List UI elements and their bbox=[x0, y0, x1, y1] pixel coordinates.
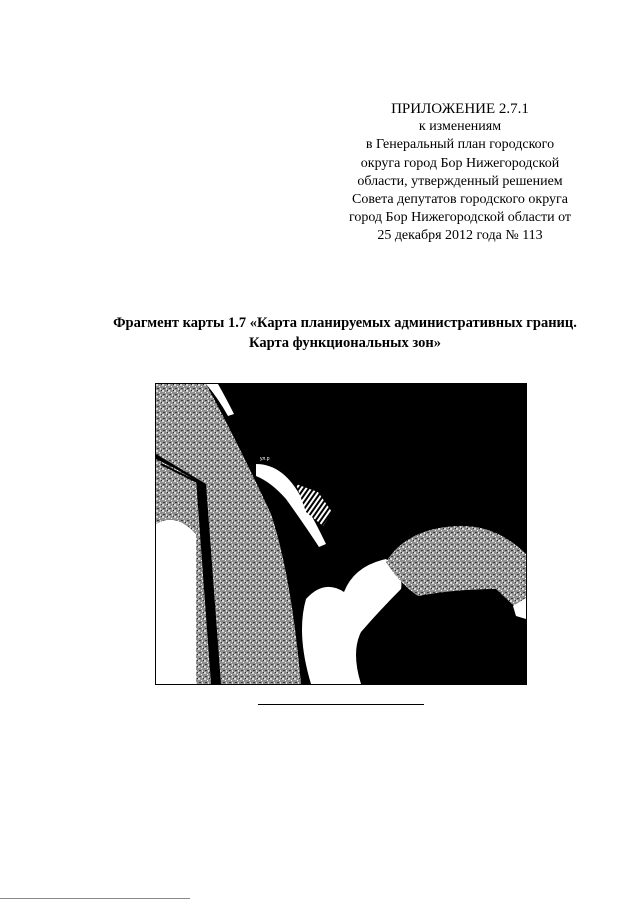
map-image bbox=[156, 384, 526, 684]
separator-line bbox=[258, 704, 424, 705]
fragment-title bbox=[60, 313, 630, 353]
appendix-heading: ПРИЛОЖЕНИЕ 2.7.1 bbox=[391, 101, 529, 117]
appendix-line: Совета депутатов городского округа bbox=[352, 192, 568, 208]
appendix-block bbox=[330, 100, 590, 246]
left-bank-area bbox=[156, 520, 196, 684]
scan-artifact bbox=[0, 898, 190, 899]
map-fragment bbox=[155, 383, 527, 685]
appendix-line: округа город Бор Нижегородской bbox=[360, 155, 560, 171]
fragment-title-line-1: Фрагмент карты 1.7 «Карта планируемых административных границ. bbox=[113, 315, 577, 331]
appendix-line: в Генеральный план городского bbox=[365, 137, 555, 153]
appendix-line: 25 декабря 2012 года № 113 bbox=[377, 228, 543, 244]
appendix-line: к изменениям bbox=[418, 119, 502, 135]
appendix-line: области, утвержденный решением bbox=[357, 173, 563, 189]
fragment-title-line-2: Карта функциональных зон» bbox=[249, 335, 441, 351]
svg-text:ул.р: ул.р bbox=[260, 456, 270, 462]
appendix-line: город Бор Нижегородской области от bbox=[348, 210, 572, 226]
